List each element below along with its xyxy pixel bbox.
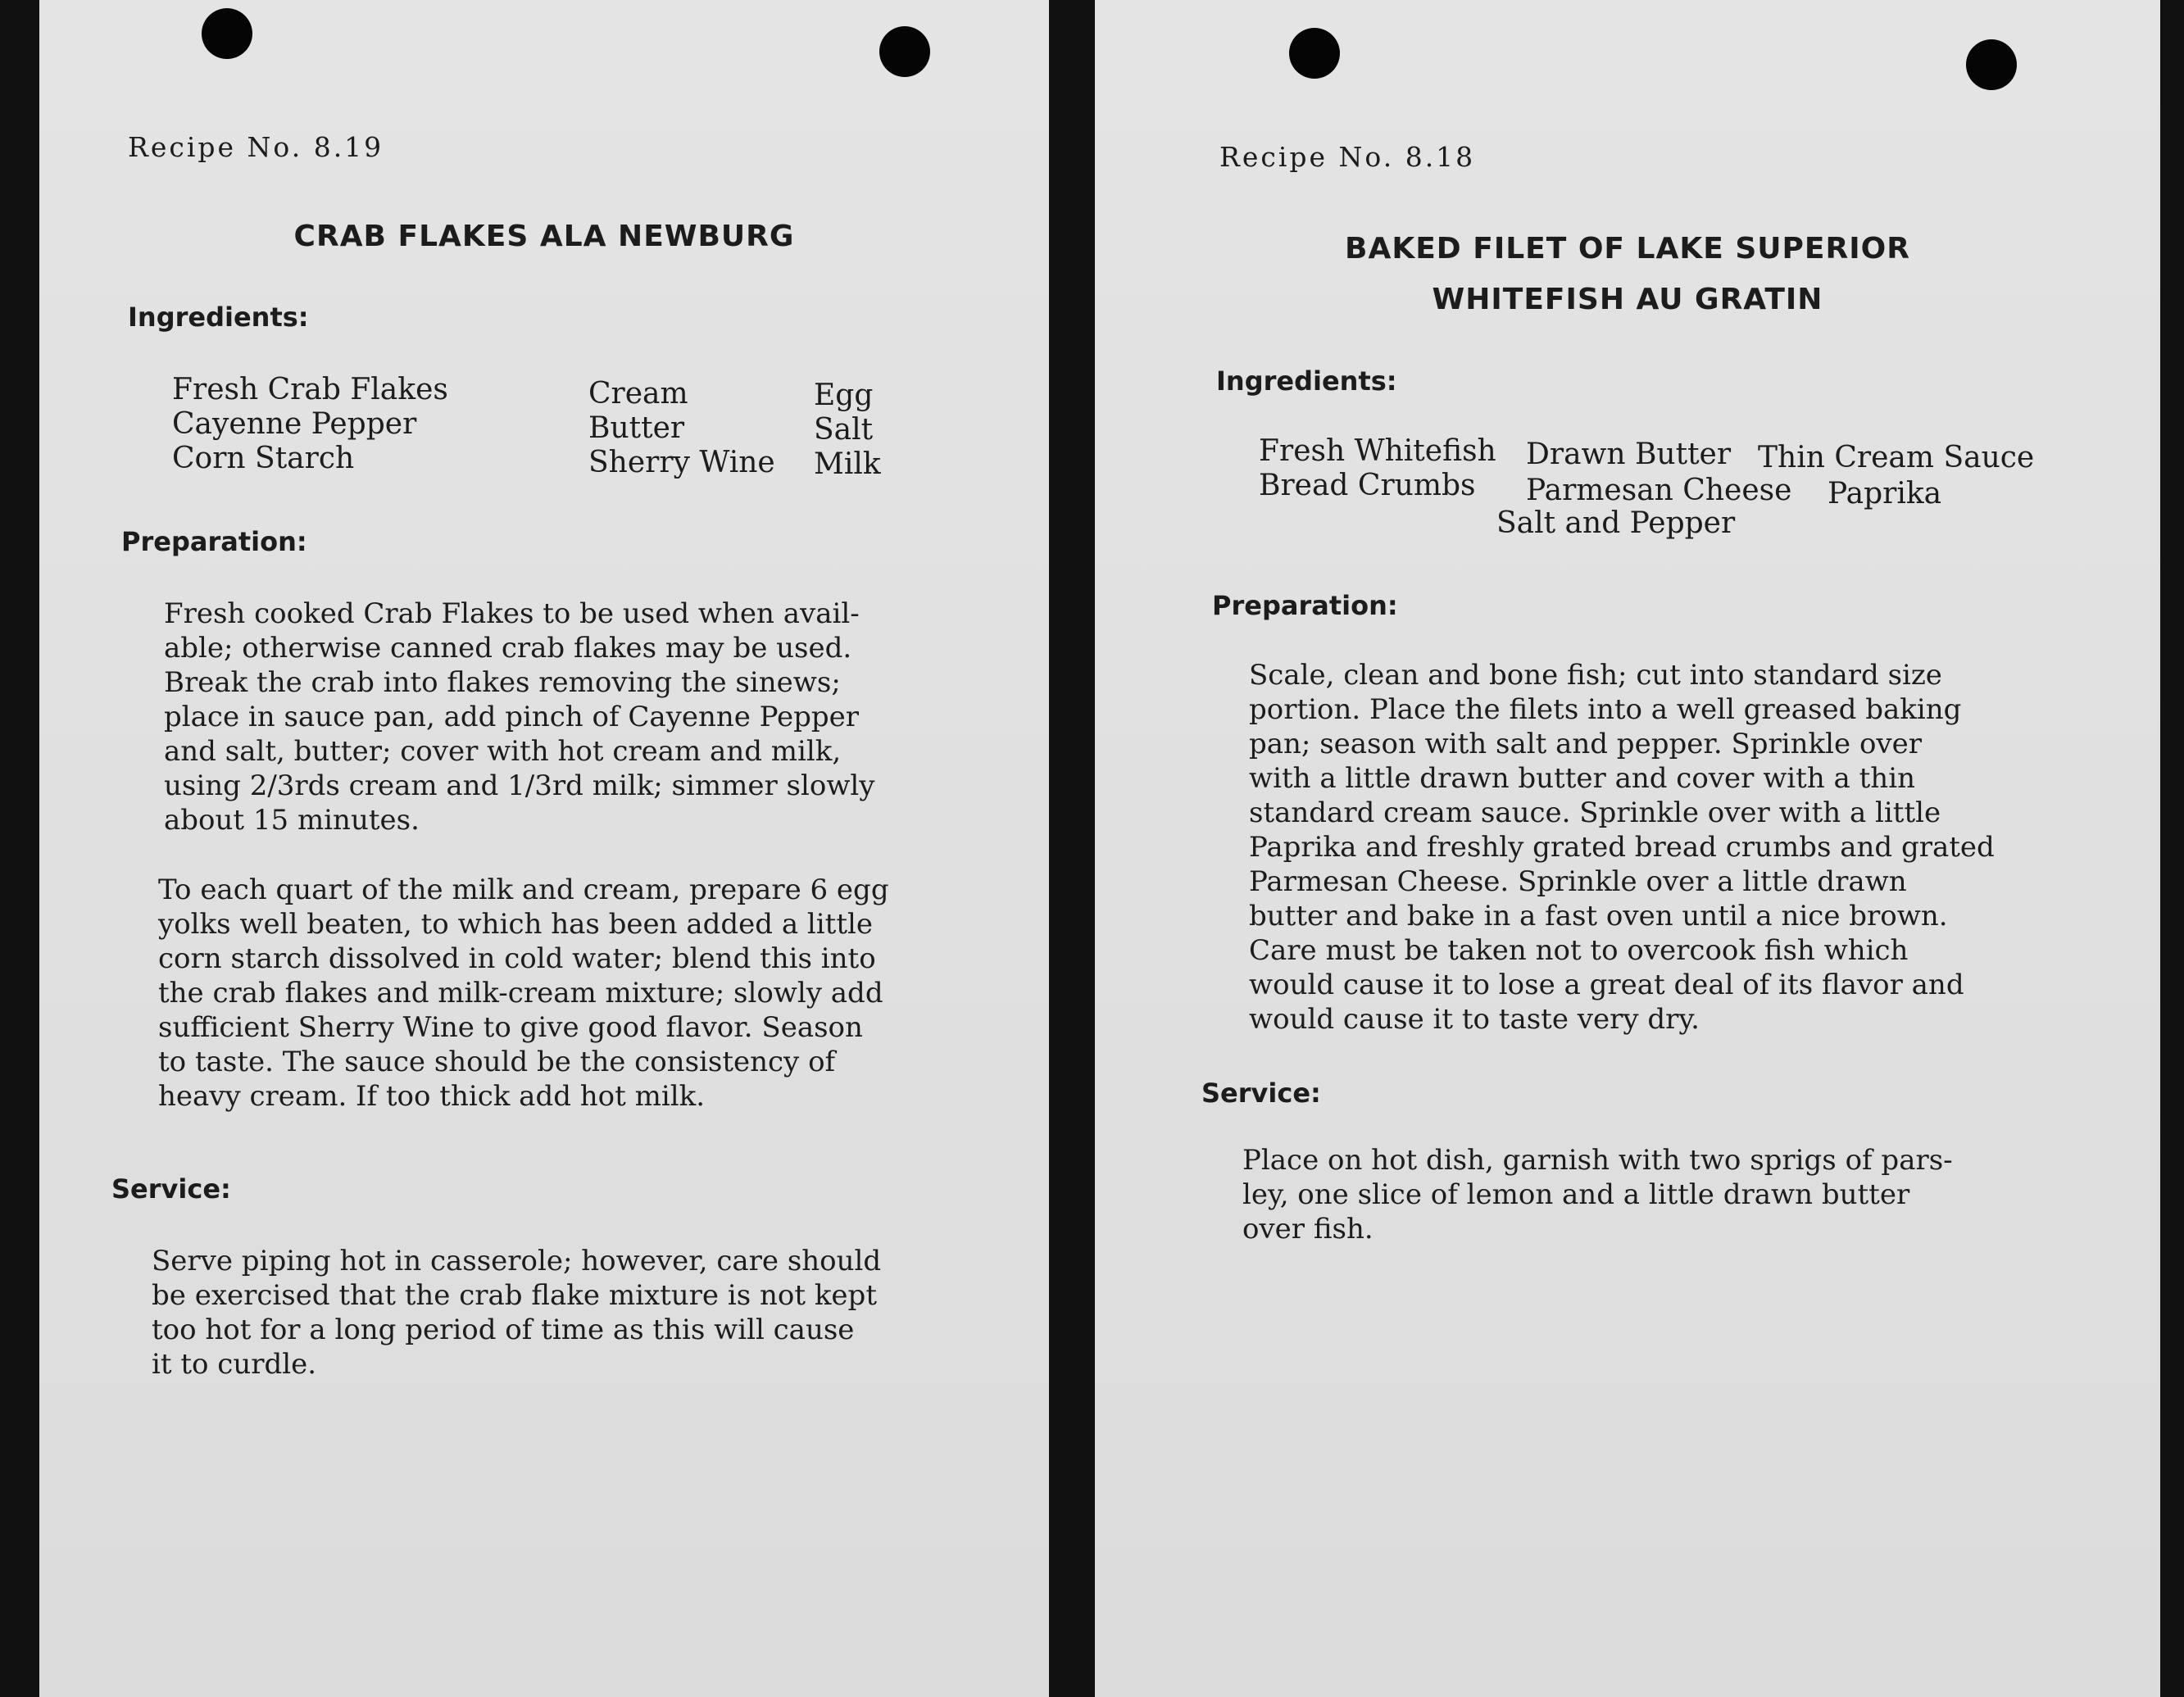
ingredient-item: Cream bbox=[588, 377, 688, 411]
ingredient-column bbox=[814, 379, 881, 482]
ingredient-column bbox=[588, 377, 775, 480]
ingredient-item: Fresh Whitefish bbox=[1259, 434, 1496, 468]
ingredient-item: Egg bbox=[814, 379, 874, 412]
recipe-card-8-18 bbox=[1095, 0, 2160, 1697]
ingredient-item: Butter bbox=[588, 411, 685, 445]
service-heading: Service: bbox=[111, 1173, 231, 1205]
recipe-card-8-19 bbox=[39, 0, 1049, 1697]
recipe-title: CRAB FLAKES ALA NEWBURG bbox=[293, 220, 795, 253]
preparation-paragraph: Fresh cooked Crab Flakes to be used when avail- able; otherwise canned crab flakes may be used. Break the crab into flakes removing the sinews; place in sauce pan, add pinch of Cayenne Pepper and salt, butter; cover with hot cream and milk, using 2/3rds cream and 1/3rd milk; simmer slowly about 15 minutes. bbox=[164, 597, 875, 837]
service-paragraph: Place on hot dish, garnish with two sprigs of pars- ley, one slice of lemon and a little drawn butter over fish. bbox=[1242, 1144, 1953, 1246]
ingredient-item: Sherry Wine bbox=[588, 446, 775, 479]
punch-hole bbox=[879, 26, 930, 77]
ingredient-item: Fresh Crab Flakes bbox=[172, 373, 448, 406]
ingredient-item: Corn Starch bbox=[172, 442, 355, 475]
ingredient-item: Milk bbox=[814, 447, 881, 481]
punch-hole bbox=[1289, 28, 1340, 79]
recipe-title: BAKED FILET OF LAKE SUPERIOR bbox=[1345, 232, 1910, 265]
preparation-heading: Preparation: bbox=[1212, 590, 1398, 621]
ingredient-item: Parmesan Cheese bbox=[1526, 474, 1792, 507]
punch-hole bbox=[202, 8, 252, 59]
ingredient-column bbox=[172, 373, 448, 476]
preparation-paragraph: Scale, clean and bone fish; cut into standard size portion. Place the filets into a well greased baking pan; season with salt and pepper. Sprinkle over with a little drawn butter and cover with a thin standard cream sauce. Sprinkle over with a little Paprika and freshly grated bread crumbs and grated Parmesan Cheese. Sprinkle over a little drawn butter and bake in a fast oven until a nice brown. Care must be taken not to overcook fish which would cause it to lose a great deal of its flavor and would cause it to taste very dry. bbox=[1249, 659, 1995, 1036]
ingredients-heading: Ingredients: bbox=[128, 302, 309, 333]
ingredient-item: Bread Crumbs bbox=[1259, 469, 1476, 502]
ingredient-item: Drawn Butter bbox=[1526, 438, 1732, 471]
punch-hole bbox=[1966, 39, 2017, 90]
ingredient-item: Cayenne Pepper bbox=[172, 407, 417, 441]
ingredients-heading: Ingredients: bbox=[1216, 365, 1397, 397]
recipe-number: Recipe No. 8.19 bbox=[128, 131, 384, 163]
ingredient-item: Salt and Pepper bbox=[1496, 506, 1736, 540]
service-paragraph: Serve piping hot in casserole; however, care should be exercised that the crab flake mixture is not kept too hot for a long period of time as this will cause it to curdle. bbox=[152, 1245, 882, 1381]
recipe-title-line-2: WHITEFISH AU GRATIN bbox=[1432, 283, 1823, 316]
recipe-number: Recipe No. 8.18 bbox=[1219, 141, 1476, 173]
service-heading: Service: bbox=[1201, 1078, 1321, 1109]
ingredient-item: Salt bbox=[814, 413, 874, 447]
preparation-paragraph: To each quart of the milk and cream, prepare 6 egg yolks well beaten, to which has been added a little corn starch dissolved in cold water; blend this into the crab flakes and milk-cream mixture; slowly add sufficient Sherry Wine to give good flavor. Season to taste. The sauce should be the consistency of heavy cream. If too thick add hot milk. bbox=[158, 873, 889, 1113]
ingredient-item: Thin Cream Sauce bbox=[1758, 441, 2035, 474]
ingredient-item: Paprika bbox=[1828, 477, 1942, 510]
preparation-heading: Preparation: bbox=[121, 526, 307, 557]
